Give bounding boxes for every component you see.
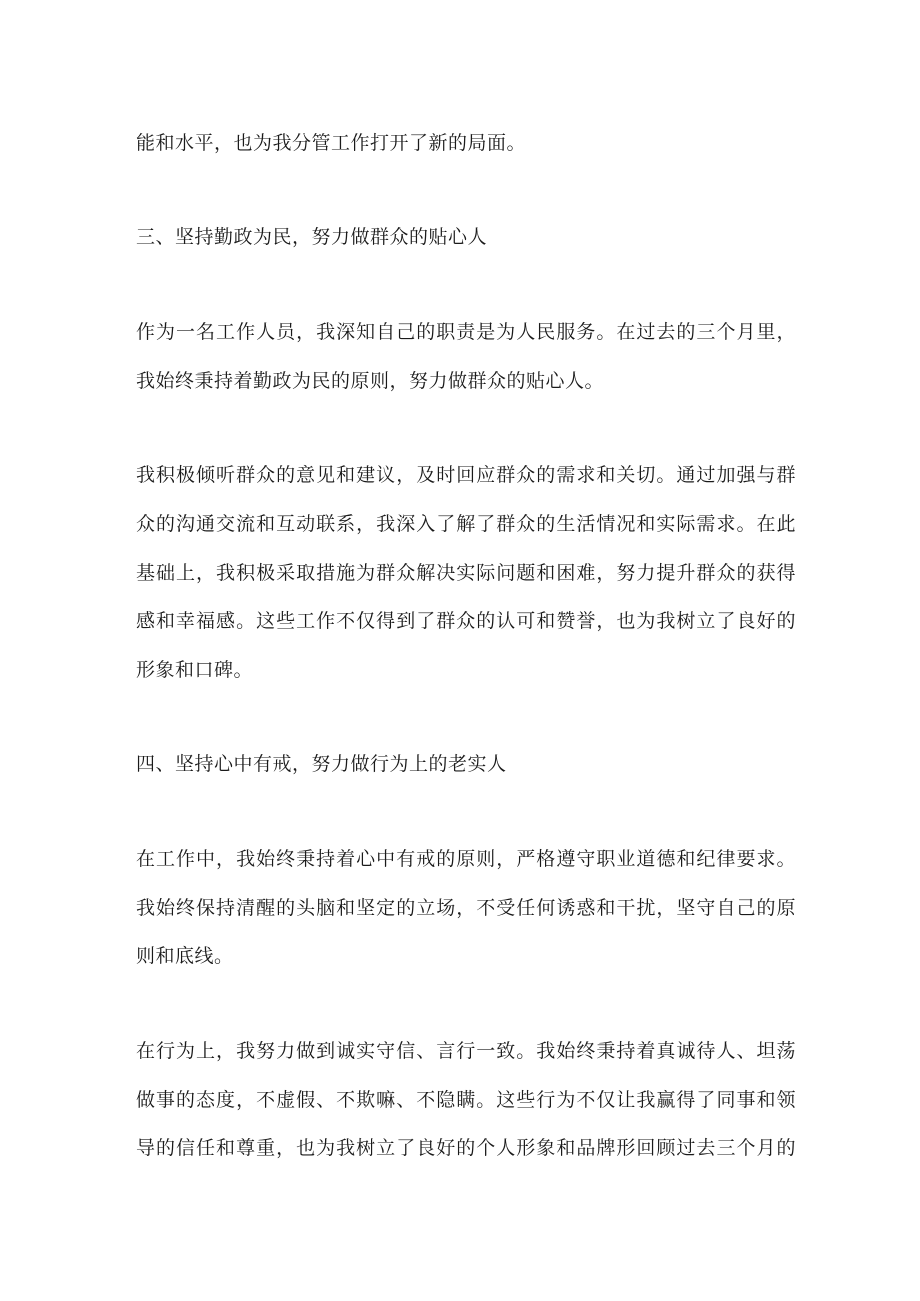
paragraph-line: 在行为上，我努力做到诚实守信、言行一致。我始终秉持着真诚待人、坦荡 (136, 1040, 796, 1062)
paragraph-line: 能和水平，也为我分管工作打开了新的局面。 (136, 132, 527, 154)
paragraph-line: 则和底线。 (136, 945, 234, 967)
paragraph-line: 做事的态度，不虚假、不欺嘛、不隐瞒。这些行为不仅让我赢得了同事和领 (136, 1089, 796, 1111)
paragraph-line: 众的沟通交流和互动联系，我深入了解了群众的生活情况和实际需求。在此 (136, 513, 796, 535)
section-heading-4: 四、坚持心中有戒，努力做行为上的老实人 (136, 753, 507, 775)
paragraph-line: 感和幸福感。这些工作不仅得到了群众的认可和赞誉，也为我树立了良好的 (136, 610, 796, 632)
section-heading-3: 三、坚持勤政为民，努力做群众的贴心人 (136, 226, 488, 248)
paragraph-line: 我积极倾听群众的意见和建议，及时回应群众的需求和关切。通过加强与群 (136, 464, 796, 486)
paragraph-line: 我始终秉持着勤政为民的原则，努力做群众的贴心人。 (136, 370, 605, 392)
paragraph-line: 我始终保持清醒的头脑和坚定的立场，不受任何诱惑和干扰，坚守自己的原 (136, 897, 796, 919)
paragraph-line: 在工作中，我始终秉持着心中有戒的原则，严格遵守职业道德和纪律要求。 (136, 848, 796, 870)
paragraph-line: 作为一名工作人员，我深知自己的职责是为人民服务。在过去的三个月里， (136, 321, 796, 343)
paragraph-line: 形象和口碑。 (136, 659, 254, 681)
paragraph-line: 基础上，我积极采取措施为群众解决实际问题和困难，努力提升群众的获得 (136, 562, 796, 584)
paragraph-line: 导的信任和尊重，也为我树立了良好的个人形象和品牌形回顾过去三个月的 (136, 1137, 796, 1159)
